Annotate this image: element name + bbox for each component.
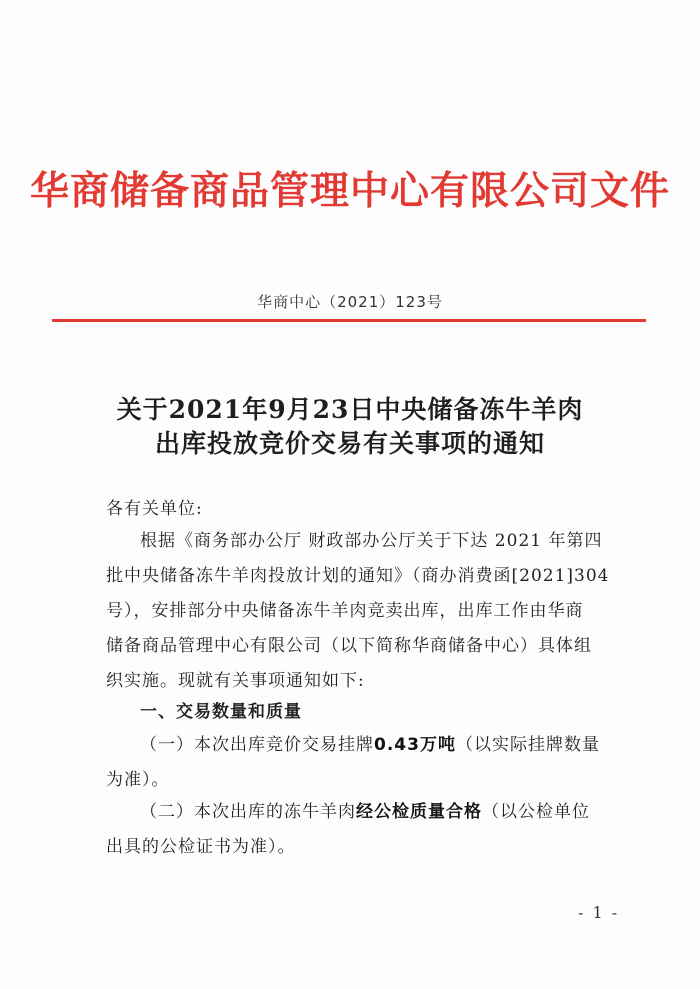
item-1-line-2: 为准）。: [106, 770, 170, 790]
item-2-prefix: （二）本次出库的冻牛羊肉: [140, 802, 356, 822]
red-divider-line: [52, 319, 646, 322]
item-2-suffix: （以公检单位: [482, 802, 590, 822]
salutation: 各有关单位:: [106, 499, 203, 519]
item-2-quality: 经公检质量合格: [356, 802, 482, 822]
item-1-prefix: （一）本次出库竞价交易挂牌: [140, 735, 374, 755]
notice-title-line-2: 出库投放竞价交易有关事项的通知: [154, 429, 545, 458]
paragraph-1-line-2: 批中央储备冻牛羊肉投放计划的通知》（商办消费函[2021]304: [106, 566, 610, 586]
notice-title-line-1: 关于2021年9月23日中央储备冻牛羊肉: [116, 395, 584, 424]
item-2-line-1: [140, 797, 590, 822]
item-1-line-1: [140, 730, 600, 755]
paragraph-1-line-4: 储备商品管理中心有限公司（以下简称华商储备中心）具体组: [106, 636, 592, 656]
document-number: 华商中心（2021）123号: [257, 293, 443, 311]
item-2-line-2: 出具的公检证书为准）。: [106, 837, 296, 857]
item-1-quantity: 0.43万吨: [374, 735, 456, 755]
paragraph-1-line-5: 织实施。现就有关事项通知如下:: [106, 671, 365, 691]
paragraph-1-line-3: 号），安排部分中央储备冻牛羊肉竞卖出库，出库工作由华商: [106, 601, 584, 621]
section-1-heading: 一、交易数量和质量: [140, 702, 302, 722]
item-1-suffix: （以实际挂牌数量: [455, 735, 600, 755]
org-header-title: 华商储备商品管理中心有限公司文件: [29, 169, 670, 214]
page-number: - 1 -: [578, 903, 620, 922]
paragraph-1-line-1: 根据《商务部办公厅 财政部办公厅关于下达 2021 年第四: [140, 531, 603, 551]
